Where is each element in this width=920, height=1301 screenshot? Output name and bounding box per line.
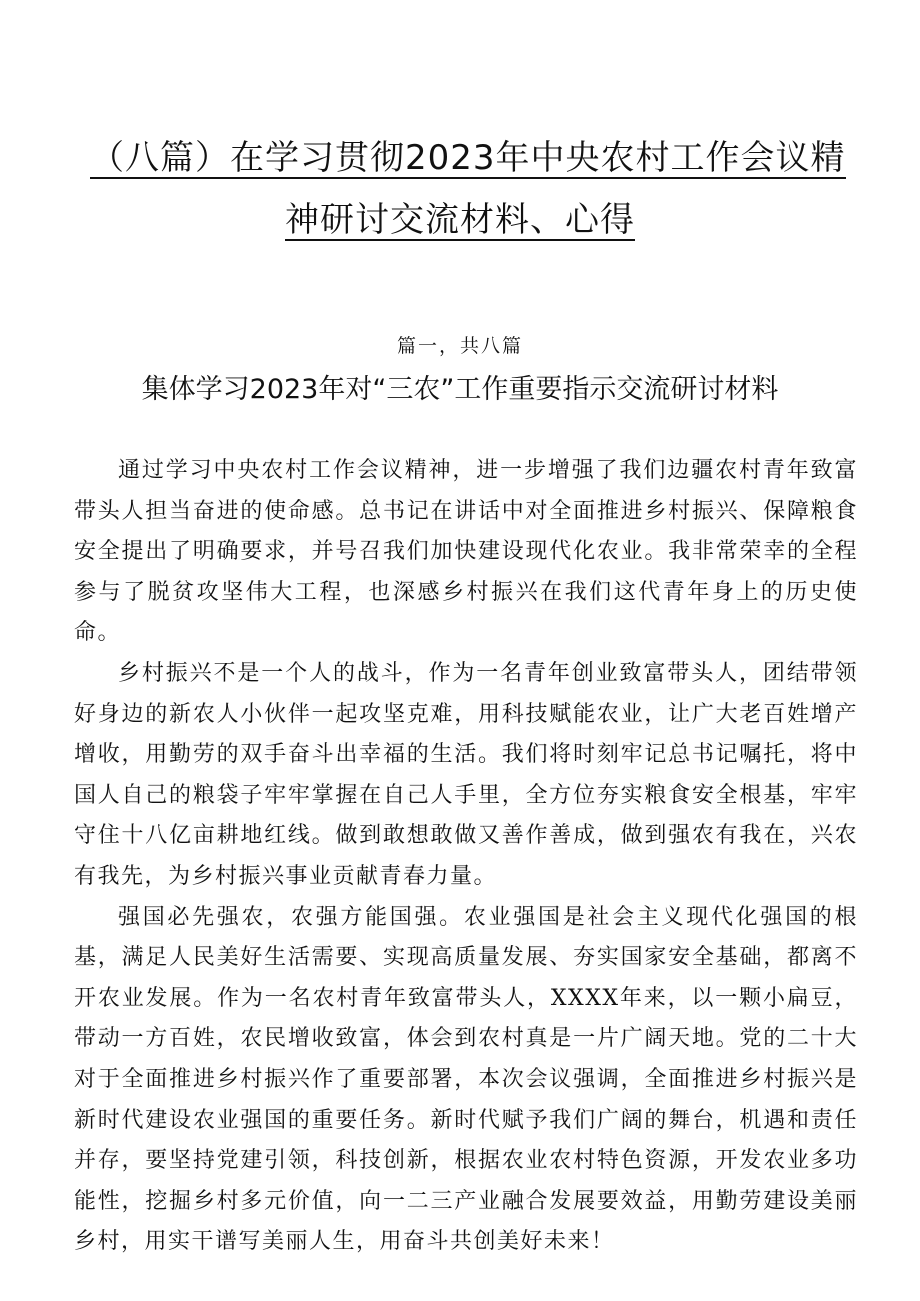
section-label: 篇一，共八篇 (396, 335, 523, 357)
paragraph: 通过学习中央农村工作会议精神，进一步增强了我们边疆农村青年致富带头人担当奋进的使命感。总书记在讲话中对全面推进乡村振兴、保障粮食安全提出了明确要求，并号召我们加快建设现代化农业。我非常荣幸的全程参与了脱贫攻坚伟大工程，也深感乡村振兴在我们这代青年身上的历史使命。 (74, 458, 858, 646)
body-text (74, 451, 858, 1263)
section-title: 集体学习2023年对“三农”工作重要指示交流研讨材料 (141, 374, 779, 405)
paragraph: 乡村振兴不是一个人的战斗，作为一名青年创业致富带头人，团结带领好身边的新农人小伙伴一起攻坚克难，用科技赋能农业，让广大老百姓增产增收，用勤劳的双手奋斗出幸福的生活。我们将时刻牢记总书记嘱托，将中国人自己的粮袋子牢牢掌握在自己人手里，全方位夯实粮食安全根基，牢牢守住十八亿亩耕地红线。做到敢想敢做又善作善成，做到强农有我在，兴农有我先，为乡村振兴事业贡献青春力量。 (74, 660, 858, 889)
document-title-line-1 (90, 138, 846, 179)
document-title-line-2 (90, 200, 830, 241)
document-title-text-2: 神研讨交流材料、心得 (285, 200, 635, 240)
document-title-text-1: （八篇）在学习贯彻2023年中央农村工作会议精 (90, 138, 846, 178)
paragraph: 强国必先强农，农强方能国强。农业强国是社会主义现代化强国的根基，满足人民美好生活需要、实现高质量发展、夯实国家安全基础，都离不开农业发展。作为一名农村青年致富带头人，XXXX年来，以一颗小扁豆，带动一方百姓，农民增收致富，体会到农村真是一片广阔天地。党的二十大对于全面推进乡村振兴作了重要部署，本次会议强调，全面推进乡村振兴是新时代建设农业强国的重要任务。新时代赋予我们广阔的舞台，机遇和责任并存，要坚持党建引领，科技创新，根据农业农村特色资源，开发农业多功能性，挖掘乡村多元价值，向一二三产业融合发展要效益，用勤劳建设美丽乡村，用实干谱写美丽人生，用奋斗共创美好未来！ (74, 904, 858, 1255)
